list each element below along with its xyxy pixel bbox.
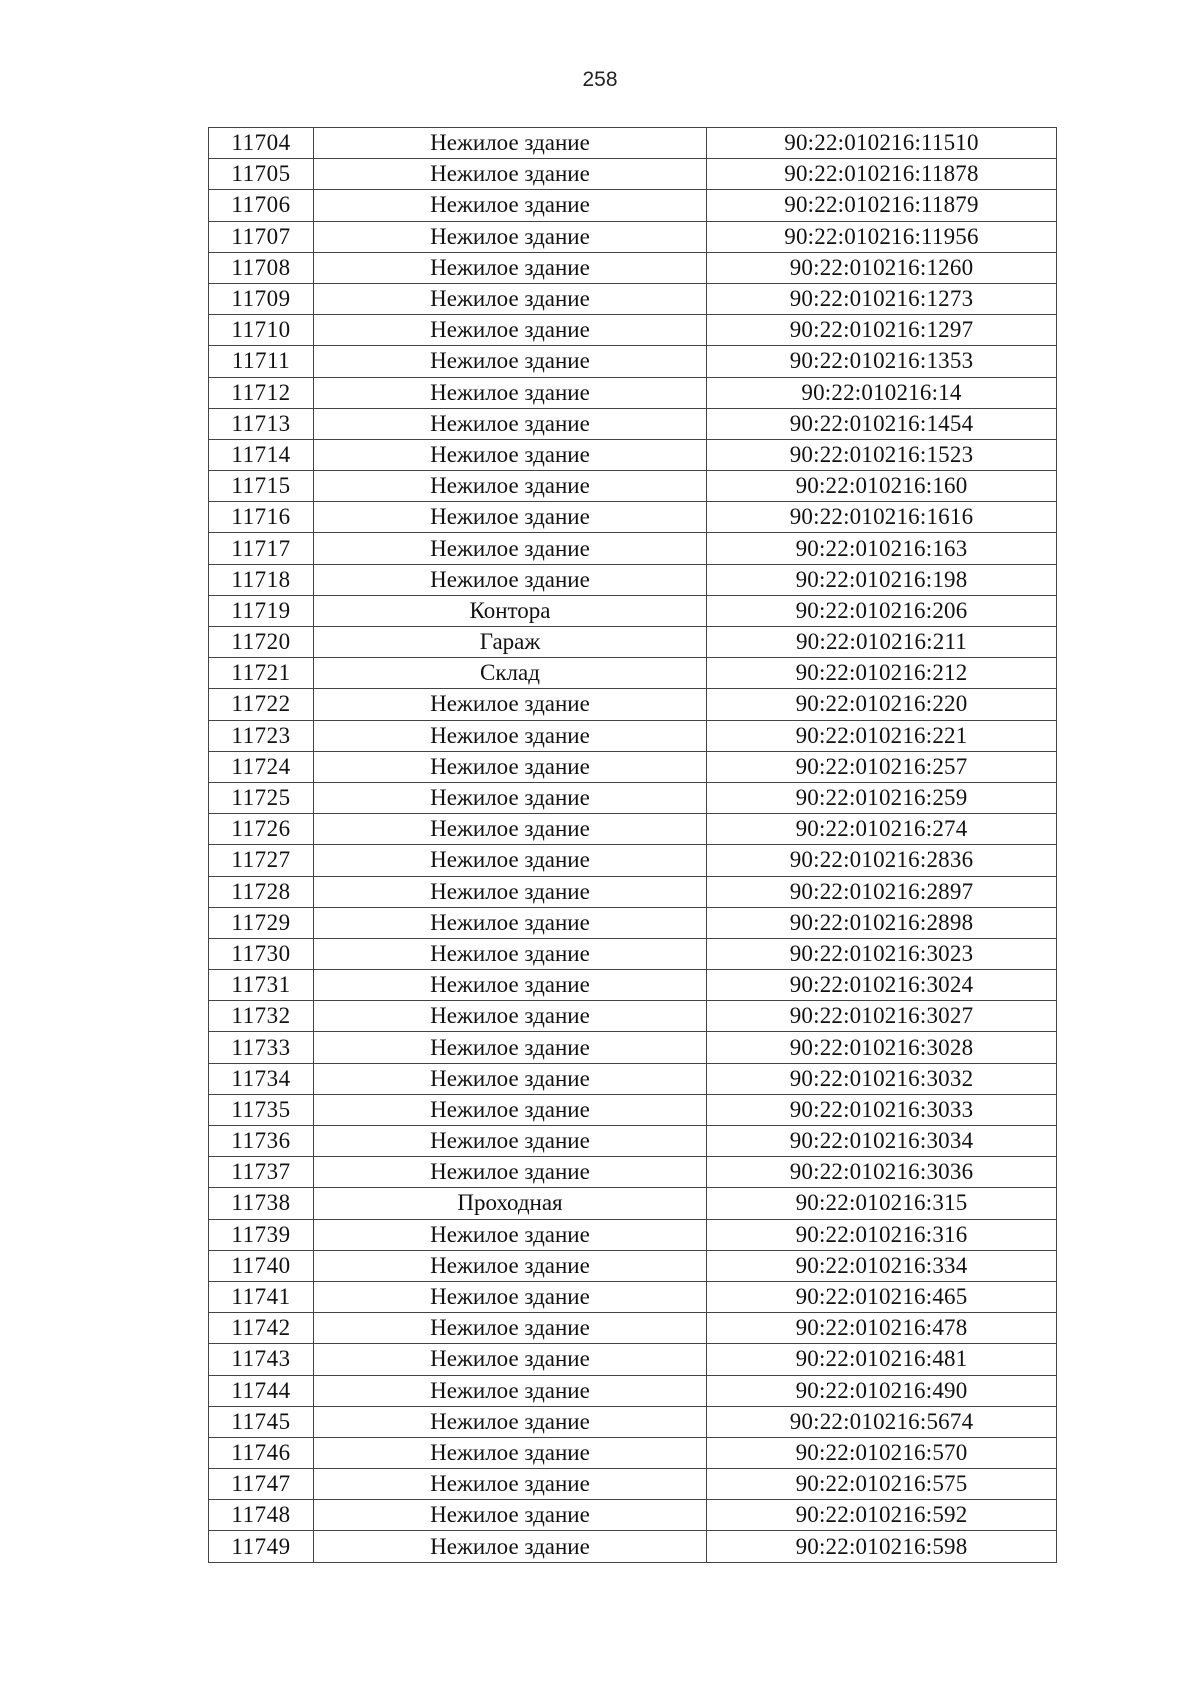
object-name-cell: Нежилое здание xyxy=(314,720,707,751)
page-number: 258 xyxy=(582,68,618,91)
row-number-cell: 11745 xyxy=(209,1406,314,1437)
cadastral-number-cell: 90:22:010216:163 xyxy=(707,533,1057,564)
table-row xyxy=(209,907,1057,938)
object-name-cell: Нежилое здание xyxy=(314,408,707,439)
row-number-cell: 11746 xyxy=(209,1437,314,1468)
object-name-cell: Нежилое здание xyxy=(314,190,707,221)
table-row xyxy=(209,751,1057,782)
object-name-cell: Гараж xyxy=(314,627,707,658)
table-row xyxy=(209,315,1057,346)
object-name-cell: Нежилое здание xyxy=(314,845,707,876)
row-number-cell: 11717 xyxy=(209,533,314,564)
table-row xyxy=(209,876,1057,907)
cadastral-number-cell: 90:22:010216:598 xyxy=(707,1531,1057,1562)
cadastral-number-cell: 90:22:010216:1297 xyxy=(707,315,1057,346)
row-number-cell: 11749 xyxy=(209,1531,314,1562)
cadastral-number-cell: 90:22:010216:575 xyxy=(707,1469,1057,1500)
table-row xyxy=(209,128,1057,159)
cadastral-number-cell: 90:22:010216:1616 xyxy=(707,502,1057,533)
row-number-cell: 11738 xyxy=(209,1188,314,1219)
cadastral-number-cell: 90:22:010216:3034 xyxy=(707,1126,1057,1157)
row-number-cell: 11721 xyxy=(209,658,314,689)
cadastral-number-cell: 90:22:010216:257 xyxy=(707,751,1057,782)
cadastral-number-cell: 90:22:010216:259 xyxy=(707,782,1057,813)
cadastral-number-cell: 90:22:010216:490 xyxy=(707,1375,1057,1406)
row-number-cell: 11723 xyxy=(209,720,314,751)
object-name-cell: Нежилое здание xyxy=(314,1126,707,1157)
cadastral-number-cell: 90:22:010216:3036 xyxy=(707,1157,1057,1188)
row-number-cell: 11713 xyxy=(209,408,314,439)
cadastral-number-cell: 90:22:010216:334 xyxy=(707,1250,1057,1281)
cadastral-number-cell: 90:22:010216:221 xyxy=(707,720,1057,751)
cadastral-number-cell: 90:22:010216:11956 xyxy=(707,221,1057,252)
object-name-cell: Нежилое здание xyxy=(314,689,707,720)
table-row xyxy=(209,1437,1057,1468)
row-number-cell: 11718 xyxy=(209,564,314,595)
cadastral-number-cell: 90:22:010216:2897 xyxy=(707,876,1057,907)
table-row xyxy=(209,1188,1057,1219)
table-row xyxy=(209,1281,1057,1312)
object-name-cell: Нежилое здание xyxy=(314,221,707,252)
table-row xyxy=(209,814,1057,845)
table-row xyxy=(209,1126,1057,1157)
table-row xyxy=(209,595,1057,626)
object-name-cell: Нежилое здание xyxy=(314,315,707,346)
row-number-cell: 11710 xyxy=(209,315,314,346)
object-name-cell: Нежилое здание xyxy=(314,1406,707,1437)
cadastral-number-cell: 90:22:010216:3033 xyxy=(707,1094,1057,1125)
row-number-cell: 11716 xyxy=(209,502,314,533)
row-number-cell: 11707 xyxy=(209,221,314,252)
cadastral-number-cell: 90:22:010216:2836 xyxy=(707,845,1057,876)
row-number-cell: 11732 xyxy=(209,1001,314,1032)
table-row xyxy=(209,1094,1057,1125)
cadastral-number-cell: 90:22:010216:274 xyxy=(707,814,1057,845)
row-number-cell: 11711 xyxy=(209,346,314,377)
row-number-cell: 11731 xyxy=(209,970,314,1001)
row-number-cell: 11730 xyxy=(209,938,314,969)
table-row xyxy=(209,564,1057,595)
row-number-cell: 11743 xyxy=(209,1344,314,1375)
table-row xyxy=(209,1001,1057,1032)
table-row xyxy=(209,689,1057,720)
cadastral-number-cell: 90:22:010216:198 xyxy=(707,564,1057,595)
object-name-cell: Нежилое здание xyxy=(314,1375,707,1406)
object-name-cell: Нежилое здание xyxy=(314,970,707,1001)
table-row xyxy=(209,938,1057,969)
cadastral-number-cell: 90:22:010216:592 xyxy=(707,1500,1057,1531)
row-number-cell: 11714 xyxy=(209,439,314,470)
cadastral-number-cell: 90:22:010216:212 xyxy=(707,658,1057,689)
row-number-cell: 11726 xyxy=(209,814,314,845)
row-number-cell: 11748 xyxy=(209,1500,314,1531)
cadastral-number-cell: 90:22:010216:1353 xyxy=(707,346,1057,377)
cadastral-number-cell: 90:22:010216:465 xyxy=(707,1281,1057,1312)
table-row xyxy=(209,502,1057,533)
row-number-cell: 11737 xyxy=(209,1157,314,1188)
row-number-cell: 11729 xyxy=(209,907,314,938)
table-row xyxy=(209,1406,1057,1437)
cadastral-number-cell: 90:22:010216:3024 xyxy=(707,970,1057,1001)
object-name-cell: Нежилое здание xyxy=(314,907,707,938)
object-name-cell: Нежилое здание xyxy=(314,1001,707,1032)
object-name-cell: Нежилое здание xyxy=(314,283,707,314)
object-name-cell: Нежилое здание xyxy=(314,1437,707,1468)
table-row xyxy=(209,471,1057,502)
object-name-cell: Нежилое здание xyxy=(314,876,707,907)
cadastral-number-cell: 90:22:010216:570 xyxy=(707,1437,1057,1468)
object-name-cell: Нежилое здание xyxy=(314,782,707,813)
object-name-cell: Нежилое здание xyxy=(314,346,707,377)
cadastral-number-cell: 90:22:010216:1523 xyxy=(707,439,1057,470)
row-number-cell: 11712 xyxy=(209,377,314,408)
table-row xyxy=(209,1375,1057,1406)
object-name-cell: Нежилое здание xyxy=(314,128,707,159)
row-number-cell: 11722 xyxy=(209,689,314,720)
table-row xyxy=(209,1469,1057,1500)
object-name-cell: Нежилое здание xyxy=(314,938,707,969)
row-number-cell: 11744 xyxy=(209,1375,314,1406)
cadastral-number-cell: 90:22:010216:316 xyxy=(707,1219,1057,1250)
object-name-cell: Нежилое здание xyxy=(314,1094,707,1125)
object-name-cell: Нежилое здание xyxy=(314,1469,707,1500)
cadastral-number-cell: 90:22:010216:5674 xyxy=(707,1406,1057,1437)
cadastral-number-cell: 90:22:010216:1273 xyxy=(707,283,1057,314)
table-row xyxy=(209,970,1057,1001)
object-name-cell: Нежилое здание xyxy=(314,1063,707,1094)
table-row xyxy=(209,1157,1057,1188)
object-name-cell: Нежилое здание xyxy=(314,439,707,470)
object-name-cell: Контора xyxy=(314,595,707,626)
table-row xyxy=(209,252,1057,283)
row-number-cell: 11733 xyxy=(209,1032,314,1063)
table-row xyxy=(209,1531,1057,1562)
cadastral-number-cell: 90:22:010216:3027 xyxy=(707,1001,1057,1032)
object-name-cell: Нежилое здание xyxy=(314,1500,707,1531)
object-name-cell: Нежилое здание xyxy=(314,751,707,782)
row-number-cell: 11719 xyxy=(209,595,314,626)
cadastral-number-cell: 90:22:010216:14 xyxy=(707,377,1057,408)
cadastral-number-cell: 90:22:010216:3023 xyxy=(707,938,1057,969)
cadastral-number-cell: 90:22:010216:11510 xyxy=(707,128,1057,159)
object-name-cell: Нежилое здание xyxy=(314,377,707,408)
object-name-cell: Нежилое здание xyxy=(314,533,707,564)
row-number-cell: 11735 xyxy=(209,1094,314,1125)
object-name-cell: Нежилое здание xyxy=(314,252,707,283)
object-name-cell: Нежилое здание xyxy=(314,1531,707,1562)
row-number-cell: 11705 xyxy=(209,159,314,190)
object-name-cell: Нежилое здание xyxy=(314,1032,707,1063)
object-name-cell: Нежилое здание xyxy=(314,564,707,595)
table-row xyxy=(209,190,1057,221)
row-number-cell: 11741 xyxy=(209,1281,314,1312)
row-number-cell: 11704 xyxy=(209,128,314,159)
table-row xyxy=(209,1344,1057,1375)
cadastral-number-cell: 90:22:010216:315 xyxy=(707,1188,1057,1219)
object-name-cell: Склад xyxy=(314,658,707,689)
row-number-cell: 11725 xyxy=(209,782,314,813)
cadastral-number-cell: 90:22:010216:11878 xyxy=(707,159,1057,190)
cadastral-number-cell: 90:22:010216:478 xyxy=(707,1313,1057,1344)
table-row xyxy=(209,377,1057,408)
table-row xyxy=(209,533,1057,564)
object-name-cell: Нежилое здание xyxy=(314,1157,707,1188)
cadastral-number-cell: 90:22:010216:11879 xyxy=(707,190,1057,221)
table-row xyxy=(209,845,1057,876)
table-row xyxy=(209,283,1057,314)
table-row xyxy=(209,221,1057,252)
table-row xyxy=(209,439,1057,470)
object-name-cell: Нежилое здание xyxy=(314,1313,707,1344)
row-number-cell: 11739 xyxy=(209,1219,314,1250)
row-number-cell: 11727 xyxy=(209,845,314,876)
cadastral-number-cell: 90:22:010216:160 xyxy=(707,471,1057,502)
object-name-cell: Нежилое здание xyxy=(314,1250,707,1281)
object-name-cell: Нежилое здание xyxy=(314,471,707,502)
table-row xyxy=(209,1032,1057,1063)
row-number-cell: 11728 xyxy=(209,876,314,907)
table-row xyxy=(209,408,1057,439)
row-number-cell: 11709 xyxy=(209,283,314,314)
table-row xyxy=(209,627,1057,658)
table-row xyxy=(209,1219,1057,1250)
cadastral-number-cell: 90:22:010216:3028 xyxy=(707,1032,1057,1063)
row-number-cell: 11720 xyxy=(209,627,314,658)
cadastral-number-cell: 90:22:010216:3032 xyxy=(707,1063,1057,1094)
cadastral-number-cell: 90:22:010216:1454 xyxy=(707,408,1057,439)
table-row xyxy=(209,1063,1057,1094)
cadastral-number-cell: 90:22:010216:1260 xyxy=(707,252,1057,283)
row-number-cell: 11734 xyxy=(209,1063,314,1094)
object-name-cell: Нежилое здание xyxy=(314,159,707,190)
object-name-cell: Нежилое здание xyxy=(314,502,707,533)
object-name-cell: Проходная xyxy=(314,1188,707,1219)
registry-table xyxy=(208,127,1057,1563)
table-row xyxy=(209,1500,1057,1531)
row-number-cell: 11736 xyxy=(209,1126,314,1157)
object-name-cell: Нежилое здание xyxy=(314,1281,707,1312)
row-number-cell: 11742 xyxy=(209,1313,314,1344)
row-number-cell: 11724 xyxy=(209,751,314,782)
row-number-cell: 11740 xyxy=(209,1250,314,1281)
cadastral-number-cell: 90:22:010216:206 xyxy=(707,595,1057,626)
cadastral-number-cell: 90:22:010216:220 xyxy=(707,689,1057,720)
object-name-cell: Нежилое здание xyxy=(314,814,707,845)
row-number-cell: 11715 xyxy=(209,471,314,502)
object-name-cell: Нежилое здание xyxy=(314,1344,707,1375)
table-row xyxy=(209,346,1057,377)
cadastral-number-cell: 90:22:010216:2898 xyxy=(707,907,1057,938)
row-number-cell: 11747 xyxy=(209,1469,314,1500)
table-row xyxy=(209,658,1057,689)
table-row xyxy=(209,159,1057,190)
registry-table-body xyxy=(209,128,1057,1563)
object-name-cell: Нежилое здание xyxy=(314,1219,707,1250)
table-row xyxy=(209,1313,1057,1344)
table-row xyxy=(209,1250,1057,1281)
cadastral-number-cell: 90:22:010216:481 xyxy=(707,1344,1057,1375)
table-row xyxy=(209,720,1057,751)
cadastral-number-cell: 90:22:010216:211 xyxy=(707,627,1057,658)
row-number-cell: 11708 xyxy=(209,252,314,283)
table-row xyxy=(209,782,1057,813)
row-number-cell: 11706 xyxy=(209,190,314,221)
